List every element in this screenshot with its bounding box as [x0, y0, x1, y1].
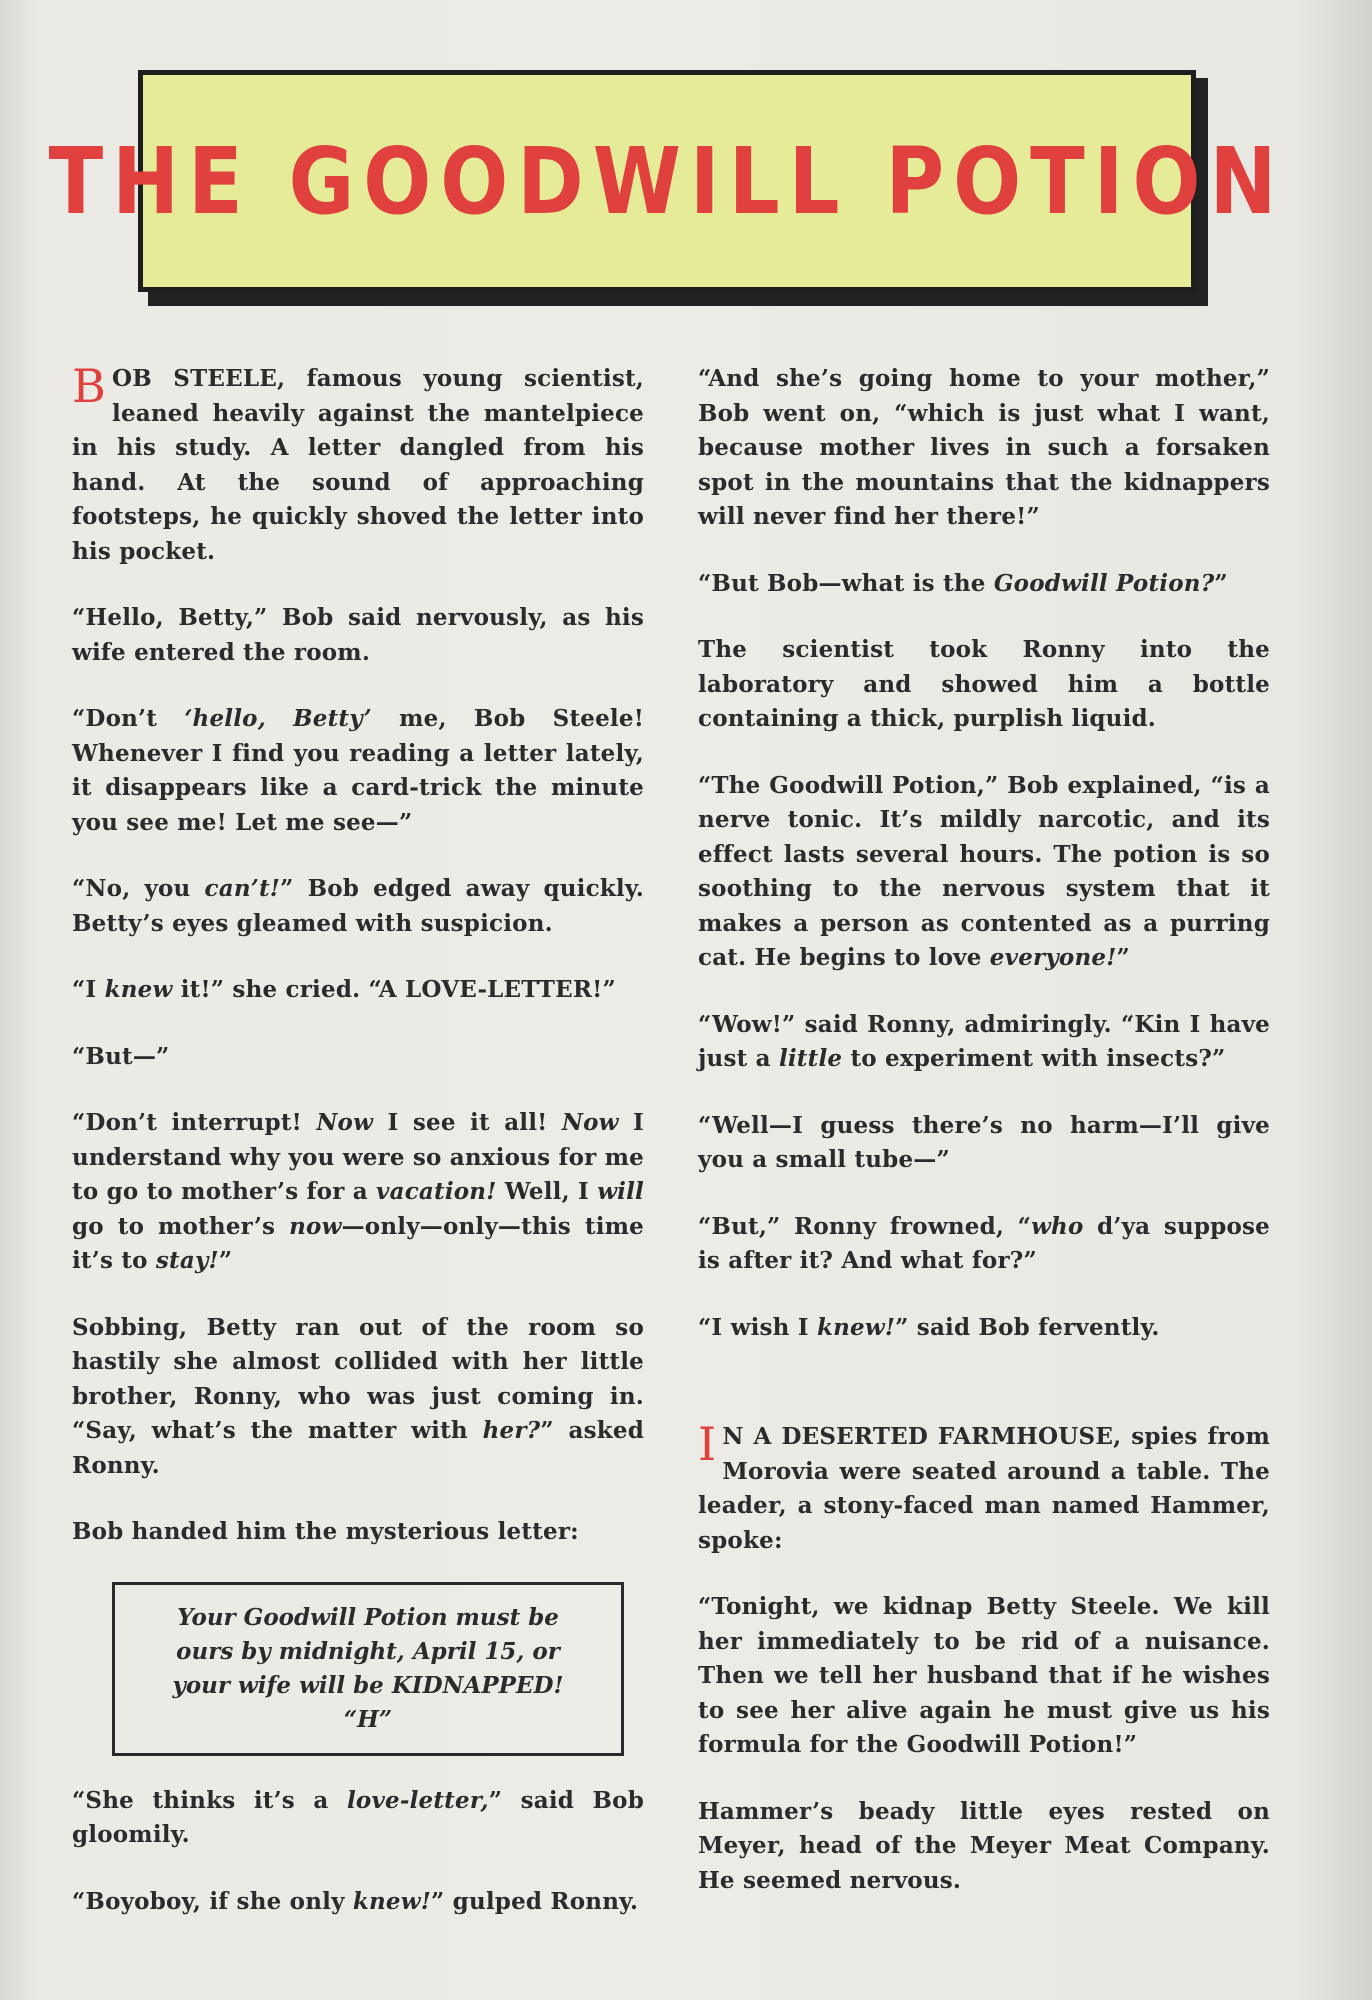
text-run: “I wish I [698, 1313, 817, 1341]
paragraph: “Tonight, we kidnap Betty Steele. We kill her immediately to be rid of a nuisance. Then we tell her husband that if he wishes to see her alive again he must give us his formula for the Goodwill Potion!” [698, 1593, 1270, 1758]
italic-run: who [1031, 1212, 1084, 1240]
letter-signature: “H” [343, 1705, 393, 1733]
italic-run: knew [104, 976, 173, 1003]
paragraph: The scientist took Ronny into the laboratory and showed him a bottle containing a thick, purplish liquid. [698, 636, 1270, 732]
text-run: go to mother’s [72, 1212, 290, 1240]
italic-run: Now [316, 1109, 374, 1136]
letter-line: ours by midnight, April 15, or [176, 1637, 560, 1665]
italic-run: stay! [155, 1247, 219, 1274]
left-column [72, 359, 645, 1951]
paragraph-text: OB STEELE, famous young scientist, leaned heavily against the mantelpiece in his study. A letter dangled from his hand. At the sound of approaching footsteps, he quickly shoved the letter into his pocket. [72, 365, 644, 565]
text-run: “Don’t interrupt! [72, 1109, 317, 1136]
italic-run: everyone! [989, 944, 1117, 971]
italic-run: knew! [352, 1887, 432, 1915]
italic-run: now [289, 1212, 342, 1240]
text-run: “But,” Ronny frowned, “ [698, 1212, 1032, 1240]
right-column [698, 362, 1270, 1377]
paragraph-text: N A DESERTED FARMHOUSE, spies from Morovia were seated around a table. The leader, a stony-faced man named Hammer, spoke: [698, 1423, 1270, 1554]
text-run: I see it all! [373, 1109, 562, 1136]
paragraph: Hammer’s beady little eyes rested on Meyer, head of the Meyer Meat Company. He seemed nervous. [698, 1797, 1270, 1894]
paragraph: “But—” [72, 1042, 170, 1070]
text-run: “The Goodwill Potion,” Bob explained, “is a nerve tonic. It’s mildly narcotic, and its effect lasts several hours. The potion is so soothing to the nervous system that it makes a person as contented as a purring cat. He begins to love [698, 771, 1270, 971]
text-run: “No, you [72, 875, 205, 902]
text-run: “But Bob—what is the [698, 569, 994, 597]
text-run: ” asked Ronny. [72, 1417, 644, 1479]
paragraph [72, 973, 644, 1008]
drop-cap: B [72, 359, 107, 413]
text-run: “Boyoboy, if she only [72, 1887, 353, 1915]
paragraph: Bob handed him the mysterious letter: [72, 1518, 579, 1545]
text-run: to experiment with insects?” [842, 1045, 1226, 1072]
text-run: ” [1116, 944, 1130, 971]
italic-run: can’t! [204, 875, 281, 902]
paragraph [698, 567, 1270, 602]
italic-run: Goodwill Potion? [993, 569, 1215, 597]
paragraph [72, 359, 644, 569]
italic-run: little [778, 1045, 843, 1072]
text-run: ” said Bob fervently. [895, 1313, 1160, 1341]
text-run: ” gulped Ronny. [431, 1887, 639, 1915]
italic-run: her? [482, 1417, 541, 1444]
italic-run: Now [561, 1109, 619, 1136]
italic-run: ‘hello, Betty’ [184, 705, 372, 732]
italic-run: love-letter, [346, 1786, 489, 1814]
paragraph: “Well—I guess there’s no harm—I’ll give you a small tube—” [698, 1111, 1270, 1173]
drop-cap: I [698, 1417, 717, 1471]
text-run: “Wow!” said Ronny, admiringly. “Kin I have just a [698, 1010, 1270, 1072]
paragraph: “Hello, Betty,” Bob said nervously, as his wife entered the room. [72, 604, 644, 666]
text-run: ” [218, 1247, 233, 1274]
italic-run: will [597, 1178, 644, 1205]
paragraph [72, 702, 644, 840]
paragraph [72, 1311, 644, 1484]
paragraph [698, 769, 1270, 976]
text-run: ” [1214, 569, 1228, 597]
mysterious-letter [112, 1582, 624, 1756]
paragraph [72, 1885, 644, 1920]
text-run: d’ya suppose is after it? And what for?” [698, 1212, 1270, 1274]
text-run: me, Bob Steele! Whenever I find you reading a letter lately, it disappears like a card-trick the minute you see me! Let me see—” [72, 705, 644, 836]
text-run: I understand why you were so anxious for me to go to mother’s for a [72, 1109, 645, 1205]
letter-line: your wife will be KIDNAPPED! [172, 1671, 564, 1699]
text-run: “I [72, 976, 105, 1003]
paragraph [698, 1311, 1270, 1346]
paragraph [698, 1210, 1270, 1279]
text-run: it!” she cried. “A LOVE-LETTER!” [172, 976, 616, 1003]
text-run: ” Bob edged away quickly. Betty’s eyes gleamed with suspicion. [72, 875, 645, 937]
text-run: “She thinks it’s a [72, 1786, 347, 1814]
paragraph: “And she’s going home to your mother,” Bob went on, “which is just what I want, because mother lives in such a forsaken spot in the mountains that the kidnappers will never find her there!” [698, 365, 1270, 530]
italic-run: vacation! [376, 1178, 497, 1205]
text-run: Sobbing, Betty ran out of the room so hastily she almost collided with her little brother, Ronny, who was just coming in. “Say, what’s the matter with [72, 1313, 644, 1444]
paragraph [698, 1008, 1270, 1077]
title-banner [48, 70, 1286, 292]
text-run: ” said Bob gloomily. [72, 1786, 644, 1848]
right-column-section-two [698, 1417, 1270, 1930]
paragraph [698, 1417, 1270, 1558]
text-run: “Don’t [72, 705, 185, 732]
paragraph [72, 1784, 644, 1853]
paragraph [72, 872, 644, 941]
paragraph [72, 1106, 644, 1279]
story-title: THE GOODWILL POTION [48, 127, 1286, 235]
text-run: Well, I [496, 1178, 598, 1205]
italic-run: knew! [816, 1313, 896, 1341]
text-run: —only—only—this time it’s to [72, 1212, 645, 1274]
letter-line: Your Goodwill Potion must be [177, 1603, 559, 1631]
